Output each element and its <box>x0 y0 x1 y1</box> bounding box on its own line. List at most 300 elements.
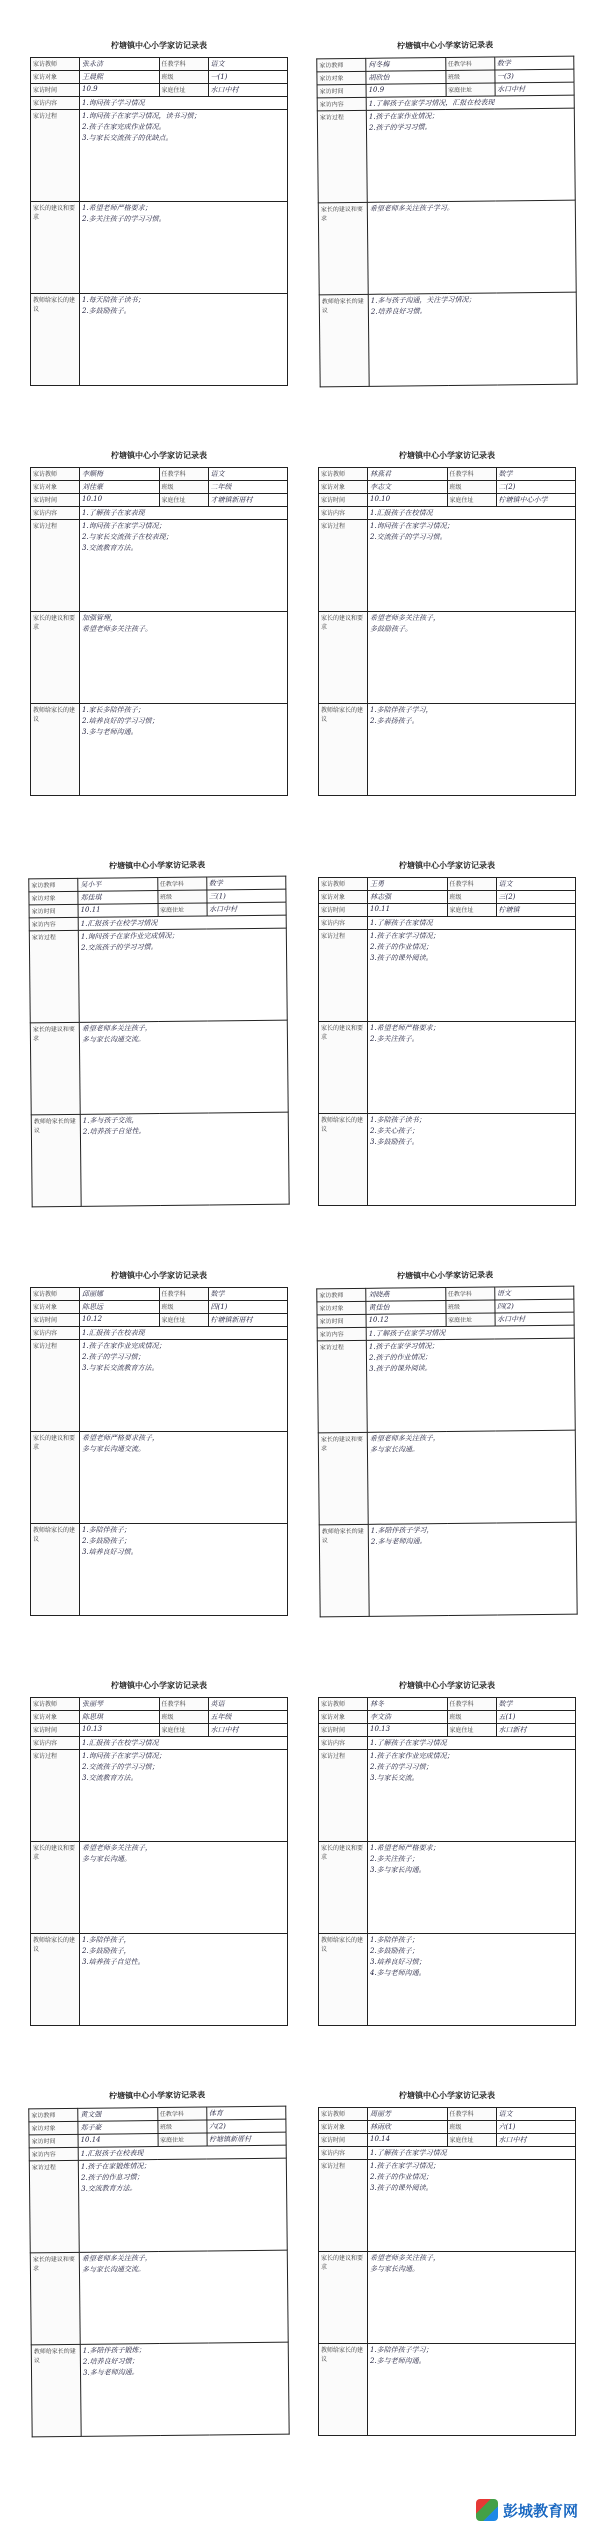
target-value: 胡欣怡 <box>366 71 446 85</box>
label-target: 家访对象 <box>31 1711 80 1724</box>
grade-value: 二(2) <box>496 481 576 494</box>
process-line: 3.与家长交流孩子的优缺点。 <box>82 134 173 142</box>
label-teacher-advice: 教师给家长的建议 <box>31 294 80 386</box>
label-teacher-advice: 教师给家长的建议 <box>319 2344 368 2436</box>
time-value: 10.12 <box>80 1314 160 1327</box>
visit-record-page <box>22 1260 296 1650</box>
address-value: 柠塘镇新厝村 <box>207 2132 287 2146</box>
process-line: 1.询问孩子在家作业完成情况； <box>80 931 179 941</box>
process-line: 1.孩子在家作业完成情况； <box>82 1342 166 1350</box>
label-content: 家访内容 <box>29 2147 78 2161</box>
target-value: 李志文 <box>368 481 448 494</box>
content-value: 1.汇报孩子在校学习情况 <box>78 915 286 930</box>
advice-line: 3.培养孩子自觉性。 <box>82 1958 145 1966</box>
record-table <box>318 877 576 1206</box>
parent-line: 2.多关注孩子的学习习惯。 <box>82 215 166 223</box>
advice-line: 1.多与孩子交流， <box>82 1116 139 1125</box>
advice-line: 2.多鼓励孩子。 <box>82 307 131 315</box>
logo-icon <box>476 2499 498 2521</box>
parent-line: 多与家长沟通交流。 <box>81 2265 145 2274</box>
form-title: 柠塘镇中心小学家访记录表 <box>109 2090 206 2101</box>
advice-line: 3.多与老师沟通。 <box>82 2368 139 2377</box>
time-value: 10.13 <box>368 1724 448 1737</box>
parent-line: 1.希望老师严格要求； <box>370 1024 440 1032</box>
teacher-advice-cell <box>368 1522 577 1616</box>
label-target: 家访对象 <box>31 1301 80 1314</box>
grade-value: 二年级 <box>208 481 288 494</box>
label-target: 家访对象 <box>29 891 78 905</box>
label-parent-advice: 家长的建议和要求 <box>319 1022 368 1114</box>
parent-line: 希望老师严格要求孩子， <box>82 1434 159 1442</box>
time-value: 10.14 <box>368 2134 448 2147</box>
advice-line: 3.培养良好习惯。 <box>82 1548 138 1556</box>
record-table <box>316 56 577 388</box>
grade-value: 三(1) <box>206 889 286 903</box>
form-title: 柠塘镇中心小学家访记录表 <box>399 2091 495 2100</box>
record-table <box>28 2106 289 2438</box>
teacher-value: 张丽琴 <box>80 1698 160 1711</box>
parent-advice-cell <box>80 1432 288 1524</box>
grade-value: 六(2) <box>206 2119 286 2133</box>
target-value: 林雨欣 <box>368 2121 448 2134</box>
teacher-value: 周丽芳 <box>368 2108 448 2121</box>
label-teacher: 家访教师 <box>317 1288 366 1302</box>
label-subject: 任教学科 <box>159 1698 208 1711</box>
teacher-advice-cell <box>368 1934 576 2026</box>
advice-line: 1.多陪伴孩子学习， <box>370 706 433 714</box>
subject-value: 语文 <box>496 2108 576 2121</box>
label-target: 家访对象 <box>317 1301 366 1315</box>
label-process: 家访过程 <box>31 1750 80 1842</box>
teacher-advice-cell <box>80 1112 289 1206</box>
target-value: 李文浩 <box>368 1711 448 1724</box>
process-cell <box>368 520 576 612</box>
parent-line: 多鼓励孩子。 <box>370 625 412 633</box>
label-subject: 任教学科 <box>445 1287 494 1301</box>
advice-line: 3.多鼓励孩子。 <box>370 1138 419 1146</box>
advice-line: 4.多与老师沟通。 <box>370 1969 426 1977</box>
process-cell <box>368 2160 576 2252</box>
label-parent-advice: 家长的建议和要求 <box>30 1022 80 1115</box>
label-grade: 班级 <box>447 1711 496 1724</box>
parent-line: 希望老师多关注孩子学习。 <box>369 203 454 213</box>
content-value: 1.汇报孩子在校表现 <box>78 2145 286 2160</box>
label-target: 家访对象 <box>31 481 80 494</box>
label-grade: 班级 <box>447 481 496 494</box>
process-line: 1.询问孩子在家学习情况； <box>82 1752 166 1760</box>
process-line: 2.孩子在家完成作业情况。 <box>82 123 166 131</box>
parent-line: 希望老师多关注孩子， <box>370 614 440 622</box>
grade-value: 一(3) <box>494 69 574 83</box>
label-process: 家访过程 <box>319 930 368 1022</box>
label-address: 家庭住址 <box>447 2134 496 2147</box>
content-value: 1.汇报孩子在校情况 <box>368 507 576 520</box>
label-process: 家访过程 <box>317 1340 367 1433</box>
parent-line: 2.多关注孩子。 <box>370 1035 419 1043</box>
time-value: 10.11 <box>368 904 448 917</box>
parent-line: 多与家长沟通交流。 <box>81 1035 145 1044</box>
advice-line: 2.培养孩子自觉性。 <box>82 1127 146 1136</box>
label-grade: 班级 <box>445 70 494 84</box>
record-table <box>318 1697 576 2026</box>
advice-line: 1.多陪孩子读书； <box>370 1116 426 1124</box>
label-process: 家访过程 <box>317 110 367 203</box>
process-line: 2.孩子的学习习惯； <box>370 1763 433 1771</box>
process-cell <box>78 928 287 1022</box>
content-value: 1.汇报孩子在校表现 <box>80 1327 288 1340</box>
subject-value: 数学 <box>208 1288 288 1301</box>
label-address: 家庭住址 <box>446 1313 495 1327</box>
label-address: 家庭住址 <box>158 2133 207 2147</box>
time-value: 10.12 <box>366 1314 446 1328</box>
teacher-advice-cell <box>80 2342 289 2436</box>
process-line: 1.询问孩子在家学习情况； <box>370 522 454 530</box>
label-address: 家庭住址 <box>447 494 496 507</box>
teacher-advice-cell <box>368 704 576 796</box>
form-title: 柠塘镇中心小学家访记录表 <box>399 451 495 460</box>
parent-advice-cell <box>79 2250 288 2344</box>
teacher-advice-cell <box>80 294 288 386</box>
process-line: 2.孩子的作息习惯； <box>80 2173 144 2182</box>
label-time: 家访时间 <box>29 2134 78 2148</box>
time-value: 10.9 <box>366 84 446 98</box>
label-teacher: 家访教师 <box>319 468 368 481</box>
teacher-value: 张永洁 <box>80 58 160 71</box>
record-table <box>318 2107 576 2436</box>
label-target: 家访对象 <box>319 891 368 904</box>
parent-line: 多与家长沟通。 <box>370 2265 419 2273</box>
visit-record-page <box>308 29 586 422</box>
label-process: 家访过程 <box>31 520 80 612</box>
label-content: 家访内容 <box>317 97 366 111</box>
label-address: 家庭住址 <box>446 83 495 97</box>
label-address: 家庭住址 <box>159 1314 208 1327</box>
visit-record-page <box>22 440 296 830</box>
process-cell <box>80 110 288 202</box>
site-logo <box>476 2499 578 2521</box>
label-teacher-advice: 教师给家长的建议 <box>31 704 80 796</box>
target-value: 陈思琪 <box>80 1711 160 1724</box>
label-time: 家访时间 <box>319 2134 368 2147</box>
process-cell <box>368 930 576 1022</box>
label-parent-advice: 家长的建议和要求 <box>30 2252 80 2345</box>
subject-value: 英语 <box>208 1698 288 1711</box>
visit-record-page <box>22 1670 296 2060</box>
grade-value: 四(2) <box>494 1299 574 1313</box>
label-parent-advice: 家长的建议和要求 <box>319 2252 368 2344</box>
address-value: 柠塘镇新厝村 <box>208 1314 288 1327</box>
label-grade: 班级 <box>157 890 206 904</box>
parent-line: 3.多与家长沟通。 <box>370 1866 426 1874</box>
advice-line: 1.多陪伴孩子学习， <box>370 1526 434 1535</box>
label-address: 家庭住址 <box>447 904 496 917</box>
process-line: 2.孩子的作业情况； <box>370 943 433 951</box>
advice-line: 1.多陪伴孩子； <box>82 1526 131 1534</box>
grade-value: 四(1) <box>208 1301 288 1314</box>
advice-line: 2.培养良好习惯。 <box>370 307 427 316</box>
label-time: 家访时间 <box>319 1724 368 1737</box>
process-cell <box>366 108 575 202</box>
logo-text: 彭城教育网 <box>502 2501 578 2520</box>
process-line: 3.孩子的课外阅读。 <box>370 2184 433 2192</box>
target-value: 林志强 <box>368 891 448 904</box>
label-grade: 班级 <box>157 2120 206 2134</box>
label-teacher: 家访教师 <box>31 58 80 71</box>
footer <box>0 2493 600 2527</box>
label-subject: 任教学科 <box>159 1288 208 1301</box>
content-value: 1.了解孩子在家学习情况 <box>366 1325 574 1340</box>
teacher-value: 林燕君 <box>368 468 448 481</box>
label-target: 家访对象 <box>29 2121 78 2135</box>
form-title: 柠塘镇中心小学家访记录表 <box>399 861 495 870</box>
label-content: 家访内容 <box>31 507 80 520</box>
label-teacher: 家访教师 <box>29 2108 78 2122</box>
label-process: 家访过程 <box>31 110 80 202</box>
label-teacher-advice: 教师给家长的建议 <box>319 1114 368 1206</box>
label-parent-advice: 家长的建议和要求 <box>318 202 368 295</box>
label-address: 家庭住址 <box>447 1724 496 1737</box>
label-grade: 班级 <box>447 2121 496 2134</box>
label-content: 家访内容 <box>317 1327 366 1341</box>
process-line: 2.孩子的学习习惯； <box>82 1353 145 1361</box>
advice-line: 1.多与孩子沟通，关注学习情况； <box>370 295 476 305</box>
target-value: 刘佳豪 <box>80 481 160 494</box>
label-grade: 班级 <box>159 71 208 84</box>
teacher-value: 刘晓燕 <box>366 1288 446 1302</box>
target-value: 王晨熙 <box>80 71 160 84</box>
address-value: 水口中村 <box>495 82 575 96</box>
parent-advice-cell <box>368 1022 576 1114</box>
label-content: 家访内容 <box>31 1737 80 1750</box>
form-title: 柠塘镇中心小学家访记录表 <box>397 40 494 51</box>
process-cell <box>80 520 288 612</box>
advice-line: 2.多与老师沟通。 <box>370 2357 426 2365</box>
label-grade: 班级 <box>159 1301 208 1314</box>
label-process: 家访过程 <box>29 2160 79 2253</box>
subject-value: 语文 <box>208 58 288 71</box>
teacher-advice-cell <box>368 1114 576 1206</box>
advice-line: 1.家长多陪伴孩子； <box>82 706 145 714</box>
process-line: 2.孩子的作业情况； <box>368 1353 432 1362</box>
label-content: 家访内容 <box>29 917 78 931</box>
label-time: 家访时间 <box>319 904 368 917</box>
address-value: 水口中村 <box>495 1312 575 1326</box>
label-grade: 班级 <box>445 1300 494 1314</box>
record-table <box>318 467 576 796</box>
parent-line: 2.多关注孩子； <box>370 1855 419 1863</box>
advice-line: 1.多陪伴孩子学习； <box>370 2346 433 2354</box>
process-line: 2.孩子的学习习惯。 <box>368 123 432 132</box>
parent-advice-cell <box>367 1430 576 1524</box>
label-address: 家庭住址 <box>159 1724 208 1737</box>
label-teacher: 家访教师 <box>319 1698 368 1711</box>
time-value: 10.9 <box>80 84 160 97</box>
parent-line: 1.希望老师严格要求； <box>370 1844 440 1852</box>
label-subject: 任教学科 <box>157 2107 206 2121</box>
label-teacher-advice: 教师给家长的建议 <box>31 2344 81 2437</box>
label-teacher: 家访教师 <box>31 1698 80 1711</box>
label-grade: 班级 <box>159 481 208 494</box>
label-parent-advice: 家长的建议和要求 <box>31 1842 80 1934</box>
record-table <box>30 1697 288 2026</box>
teacher-value: 林冬 <box>368 1698 448 1711</box>
teacher-advice-cell <box>80 1524 288 1616</box>
label-process: 家访过程 <box>319 2160 368 2252</box>
content-value: 1.了解孩子在家学习情况，汇报在校表现 <box>366 95 574 110</box>
label-parent-advice: 家长的建议和要求 <box>319 612 368 704</box>
parent-line: 希望老师多关注孩子， <box>81 1024 152 1033</box>
label-subject: 任教学科 <box>447 468 496 481</box>
advice-line: 2.多鼓励孩子， <box>82 1947 131 1955</box>
process-line: 1.孩子在家作业情况； <box>368 112 439 121</box>
grade-value: 三(2) <box>496 891 576 904</box>
teacher-value: 黄文强 <box>78 2108 158 2122</box>
advice-line: 2.多鼓励孩子； <box>370 1947 419 1955</box>
parent-line: 多与家长沟通。 <box>369 1445 419 1454</box>
time-value: 10.13 <box>80 1724 160 1737</box>
label-address: 家庭住址 <box>158 903 207 917</box>
teacher-advice-cell <box>80 1934 288 2026</box>
label-content: 家访内容 <box>319 1737 368 1750</box>
parent-advice-cell <box>368 612 576 704</box>
parent-advice-cell <box>367 200 576 294</box>
visit-record-page <box>22 30 296 420</box>
label-subject: 任教学科 <box>447 878 496 891</box>
process-line: 1.询问孩子在家学习情况； <box>82 522 166 530</box>
content-value: 1.了解孩子在家学习情况 <box>368 1737 576 1750</box>
address-value: 水口新村 <box>496 1724 576 1737</box>
address-value: 水口中村 <box>208 1724 288 1737</box>
address-value: 水口中村 <box>207 902 287 916</box>
record-table <box>30 57 288 386</box>
advice-line: 2.培养良好习惯； <box>82 2357 139 2366</box>
label-target: 家访对象 <box>319 481 368 494</box>
parent-advice-cell <box>368 1842 576 1934</box>
process-line: 2.交流孩子的学习习惯。 <box>370 533 447 541</box>
label-teacher-advice: 教师给家长的建议 <box>319 1524 369 1617</box>
target-value: 郑佳琪 <box>78 891 158 905</box>
label-teacher: 家访教师 <box>31 1288 80 1301</box>
label-subject: 任教学科 <box>159 468 208 481</box>
parent-advice-cell <box>80 1842 288 1934</box>
content-value: 1.了解孩子在家情况 <box>368 917 576 930</box>
label-time: 家访时间 <box>319 494 368 507</box>
form-title: 柠塘镇中心小学家访记录表 <box>397 1270 494 1281</box>
form-title: 柠塘镇中心小学家访记录表 <box>111 41 207 50</box>
subject-value: 语文 <box>208 468 288 481</box>
advice-line: 1.每天陪孩子读书； <box>82 296 145 304</box>
advice-line: 1.多陪伴孩子锻炼； <box>82 2346 146 2355</box>
label-time: 家访时间 <box>317 1314 366 1328</box>
advice-line: 2.多关心孩子； <box>370 1127 419 1135</box>
process-cell <box>368 1750 576 1842</box>
subject-value: 体育 <box>206 2106 286 2120</box>
label-time: 家访时间 <box>31 1724 80 1737</box>
visit-record-page <box>308 1259 586 1652</box>
label-process: 家访过程 <box>319 1750 368 1842</box>
target-value: 郑子豪 <box>78 2121 158 2135</box>
label-parent-advice: 家长的建议和要求 <box>318 1432 368 1525</box>
advice-line: 3.多与老师沟通。 <box>82 728 138 736</box>
time-value: 10.11 <box>78 904 158 918</box>
visit-record-page <box>20 2079 298 2472</box>
label-content: 家访内容 <box>31 1327 80 1340</box>
label-time: 家访时间 <box>31 1314 80 1327</box>
form-title: 柠塘镇中心小学家访记录表 <box>111 451 207 460</box>
label-target: 家访对象 <box>319 2121 368 2134</box>
parent-advice-cell <box>79 1020 288 1114</box>
label-address: 家庭住址 <box>159 494 208 507</box>
label-subject: 任教学科 <box>157 877 206 891</box>
label-content: 家访内容 <box>319 507 368 520</box>
teacher-value: 何冬梅 <box>366 58 446 72</box>
content-value: 1.了解孩子在家学习情况 <box>368 2147 576 2160</box>
label-subject: 任教学科 <box>447 1698 496 1711</box>
process-line: 3.交流教育方法。 <box>82 544 138 552</box>
subject-value: 数学 <box>496 468 576 481</box>
time-value: 10.10 <box>80 494 160 507</box>
parent-advice-cell <box>80 612 288 704</box>
process-line: 3.孩子的课外阅读。 <box>369 1364 432 1373</box>
advice-line: 2.多鼓励孩子； <box>82 1537 131 1545</box>
parent-line: 多与家长沟通交流。 <box>82 1445 145 1453</box>
label-teacher: 家访教师 <box>319 878 368 891</box>
label-teacher-advice: 教师给家长的建议 <box>319 704 368 796</box>
label-teacher: 家访教师 <box>29 878 78 892</box>
label-target: 家访对象 <box>31 71 80 84</box>
visit-record-page <box>20 849 298 1242</box>
content-value: 1.了解孩子在家表现 <box>80 507 288 520</box>
visit-record-page <box>310 440 584 830</box>
address-value: 水口中村 <box>496 2134 576 2147</box>
label-teacher-advice: 教师给家长的建议 <box>31 1114 81 1207</box>
visit-record-page <box>310 2080 584 2470</box>
label-content: 家访内容 <box>319 2147 368 2160</box>
process-cell <box>80 1750 288 1842</box>
process-line: 3.交流教育方法。 <box>81 2184 137 2193</box>
form-title: 柠塘镇中心小学家访记录表 <box>109 860 206 871</box>
label-grade: 班级 <box>159 1711 208 1724</box>
process-line: 2.交流孩子的学习习惯。 <box>80 943 158 952</box>
advice-line: 3.培养良好习惯； <box>370 1958 426 1966</box>
parent-line: 希望老师多关注孩子， <box>369 1434 440 1443</box>
content-value: 1.询问孩子学习情况 <box>80 97 288 110</box>
process-cell <box>366 1338 575 1432</box>
subject-value: 数学 <box>494 56 574 70</box>
subject-value: 数学 <box>206 876 286 890</box>
parent-line: 希望老师多关注孩子， <box>370 2254 440 2262</box>
record-table <box>28 876 289 1208</box>
label-teacher: 家访教师 <box>31 468 80 481</box>
target-value: 黄佳怡 <box>366 1301 446 1315</box>
process-line: 2.与家长交流孩子在校表现； <box>82 533 173 541</box>
label-time: 家访时间 <box>31 84 80 97</box>
subject-value: 语文 <box>494 1286 574 1300</box>
visit-record-page <box>310 850 584 1240</box>
label-subject: 任教学科 <box>447 2108 496 2121</box>
label-parent-advice: 家长的建议和要求 <box>319 1842 368 1934</box>
teacher-advice-cell <box>80 704 288 796</box>
parent-line: 多与家长沟通。 <box>82 1855 131 1863</box>
label-address: 家庭住址 <box>159 84 208 97</box>
grade-value: 一(1) <box>208 71 288 84</box>
label-teacher: 家访教师 <box>317 58 366 72</box>
label-teacher-advice: 教师给家长的建议 <box>31 1934 80 2026</box>
process-cell <box>78 2158 287 2252</box>
parent-line: 加强管理， <box>82 614 117 622</box>
label-content: 家访内容 <box>319 917 368 930</box>
label-process: 家访过程 <box>29 930 79 1023</box>
